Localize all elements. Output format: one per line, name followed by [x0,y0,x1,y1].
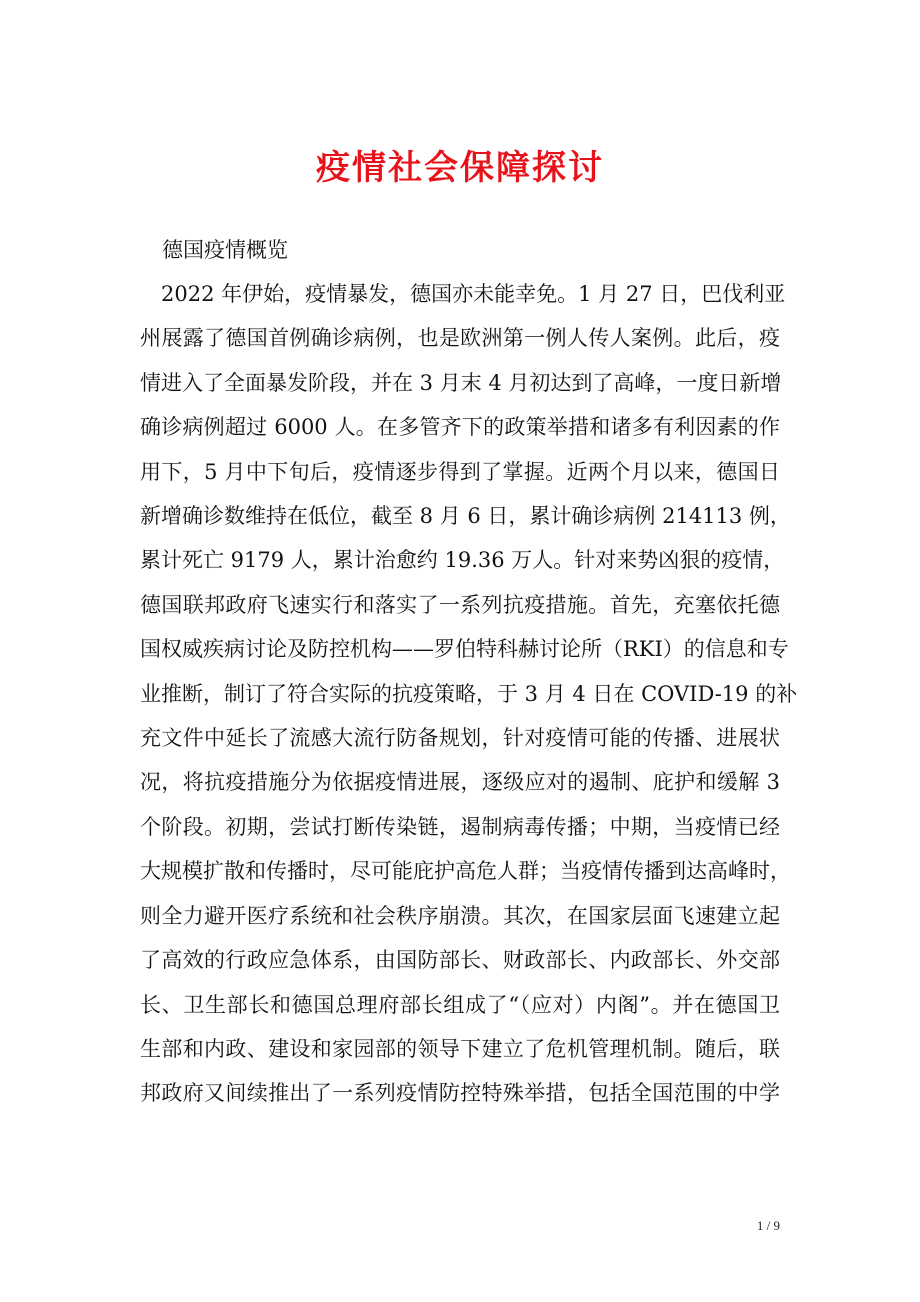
paragraph-line: 州展露了德国首例确诊病例，也是欧洲第一例人传人案例。此后，疫 [140,326,780,351]
paragraph-line: 德国联邦政府飞速实行和落实了一系列抗疫措施。首先，充塞依托德 [140,592,780,617]
paragraph-line: 了高效的行政应急体系，由国防部长、财政部长、内政部长、外交部 [140,948,780,973]
paragraph-line: 生部和内政、建设和家园部的领导下建立了危机管理机制。随后，联 [140,1036,780,1061]
paragraph-line: 国权威疾病讨论及防控机构——罗伯特科赫讨论所（RKI）的信息和专 [140,637,789,662]
paragraph-line: 况，将抗疫措施分为依据疫情进展，逐级应对的遏制、庇护和缓解 3 [140,770,780,795]
paragraph-line: 2022 年伊始，疫情暴发，德国亦未能幸免。1 月 27 日，巴伐利亚 [161,282,786,306]
page-number: 1 / 9 [756,1218,780,1233]
paragraph-line: 则全力避开医疗系统和社会秩序崩溃。其次，在国家层面飞速建立起 [140,903,780,928]
paragraph-line: 情进入了全面暴发阶段，并在 3 月末 4 月初达到了高峰，一度日新增 [140,370,782,395]
paragraph-line: 累计死亡 9179 人，累计治愈约 19.36 万人。针对来势凶狠的疫情， [140,548,785,573]
body-paragraph [140,272,798,1116]
document-title: 疫情社会保障探讨 [316,148,604,188]
paragraph-line: 个阶段。初期，尝试打断传染链，遏制病毒传播；中期，当疫情已经 [140,814,780,839]
paragraph-line: 业推断，制订了符合实际的抗疫策略，于 3 月 4 日在 COVID-19 的补 [140,681,798,706]
paragraph-line: 邦政府又间续推出了一系列疫情防控特殊举措，包括全国范围的中学 [140,1081,780,1106]
paragraph-line: 充文件中延长了流感大流行防备规划，针对疫情可能的传播、进展状 [140,726,780,751]
paragraph-line: 确诊病例超过 6000 人。在多管齐下的政策举措和诸多有利因素的作 [140,415,780,440]
paragraph-line: 长、卫生部长和德国总理府部长组成了“（应对）内阁”。并在德国卫 [140,992,780,1017]
section-heading: 德国疫情概览 [162,238,288,262]
paragraph-line: 新增确诊数维持在低位，截至 8 月 6 日，累计确诊病例 214113 例， [140,504,791,529]
paragraph-line: 大规模扩散和传播时，尽可能庇护高危人群；当疫情传播到达高峰时， [140,859,791,884]
paragraph-line: 用下，5 月中下旬后，疫情逐步得到了掌握。近两个月以来，德国日 [140,459,780,484]
